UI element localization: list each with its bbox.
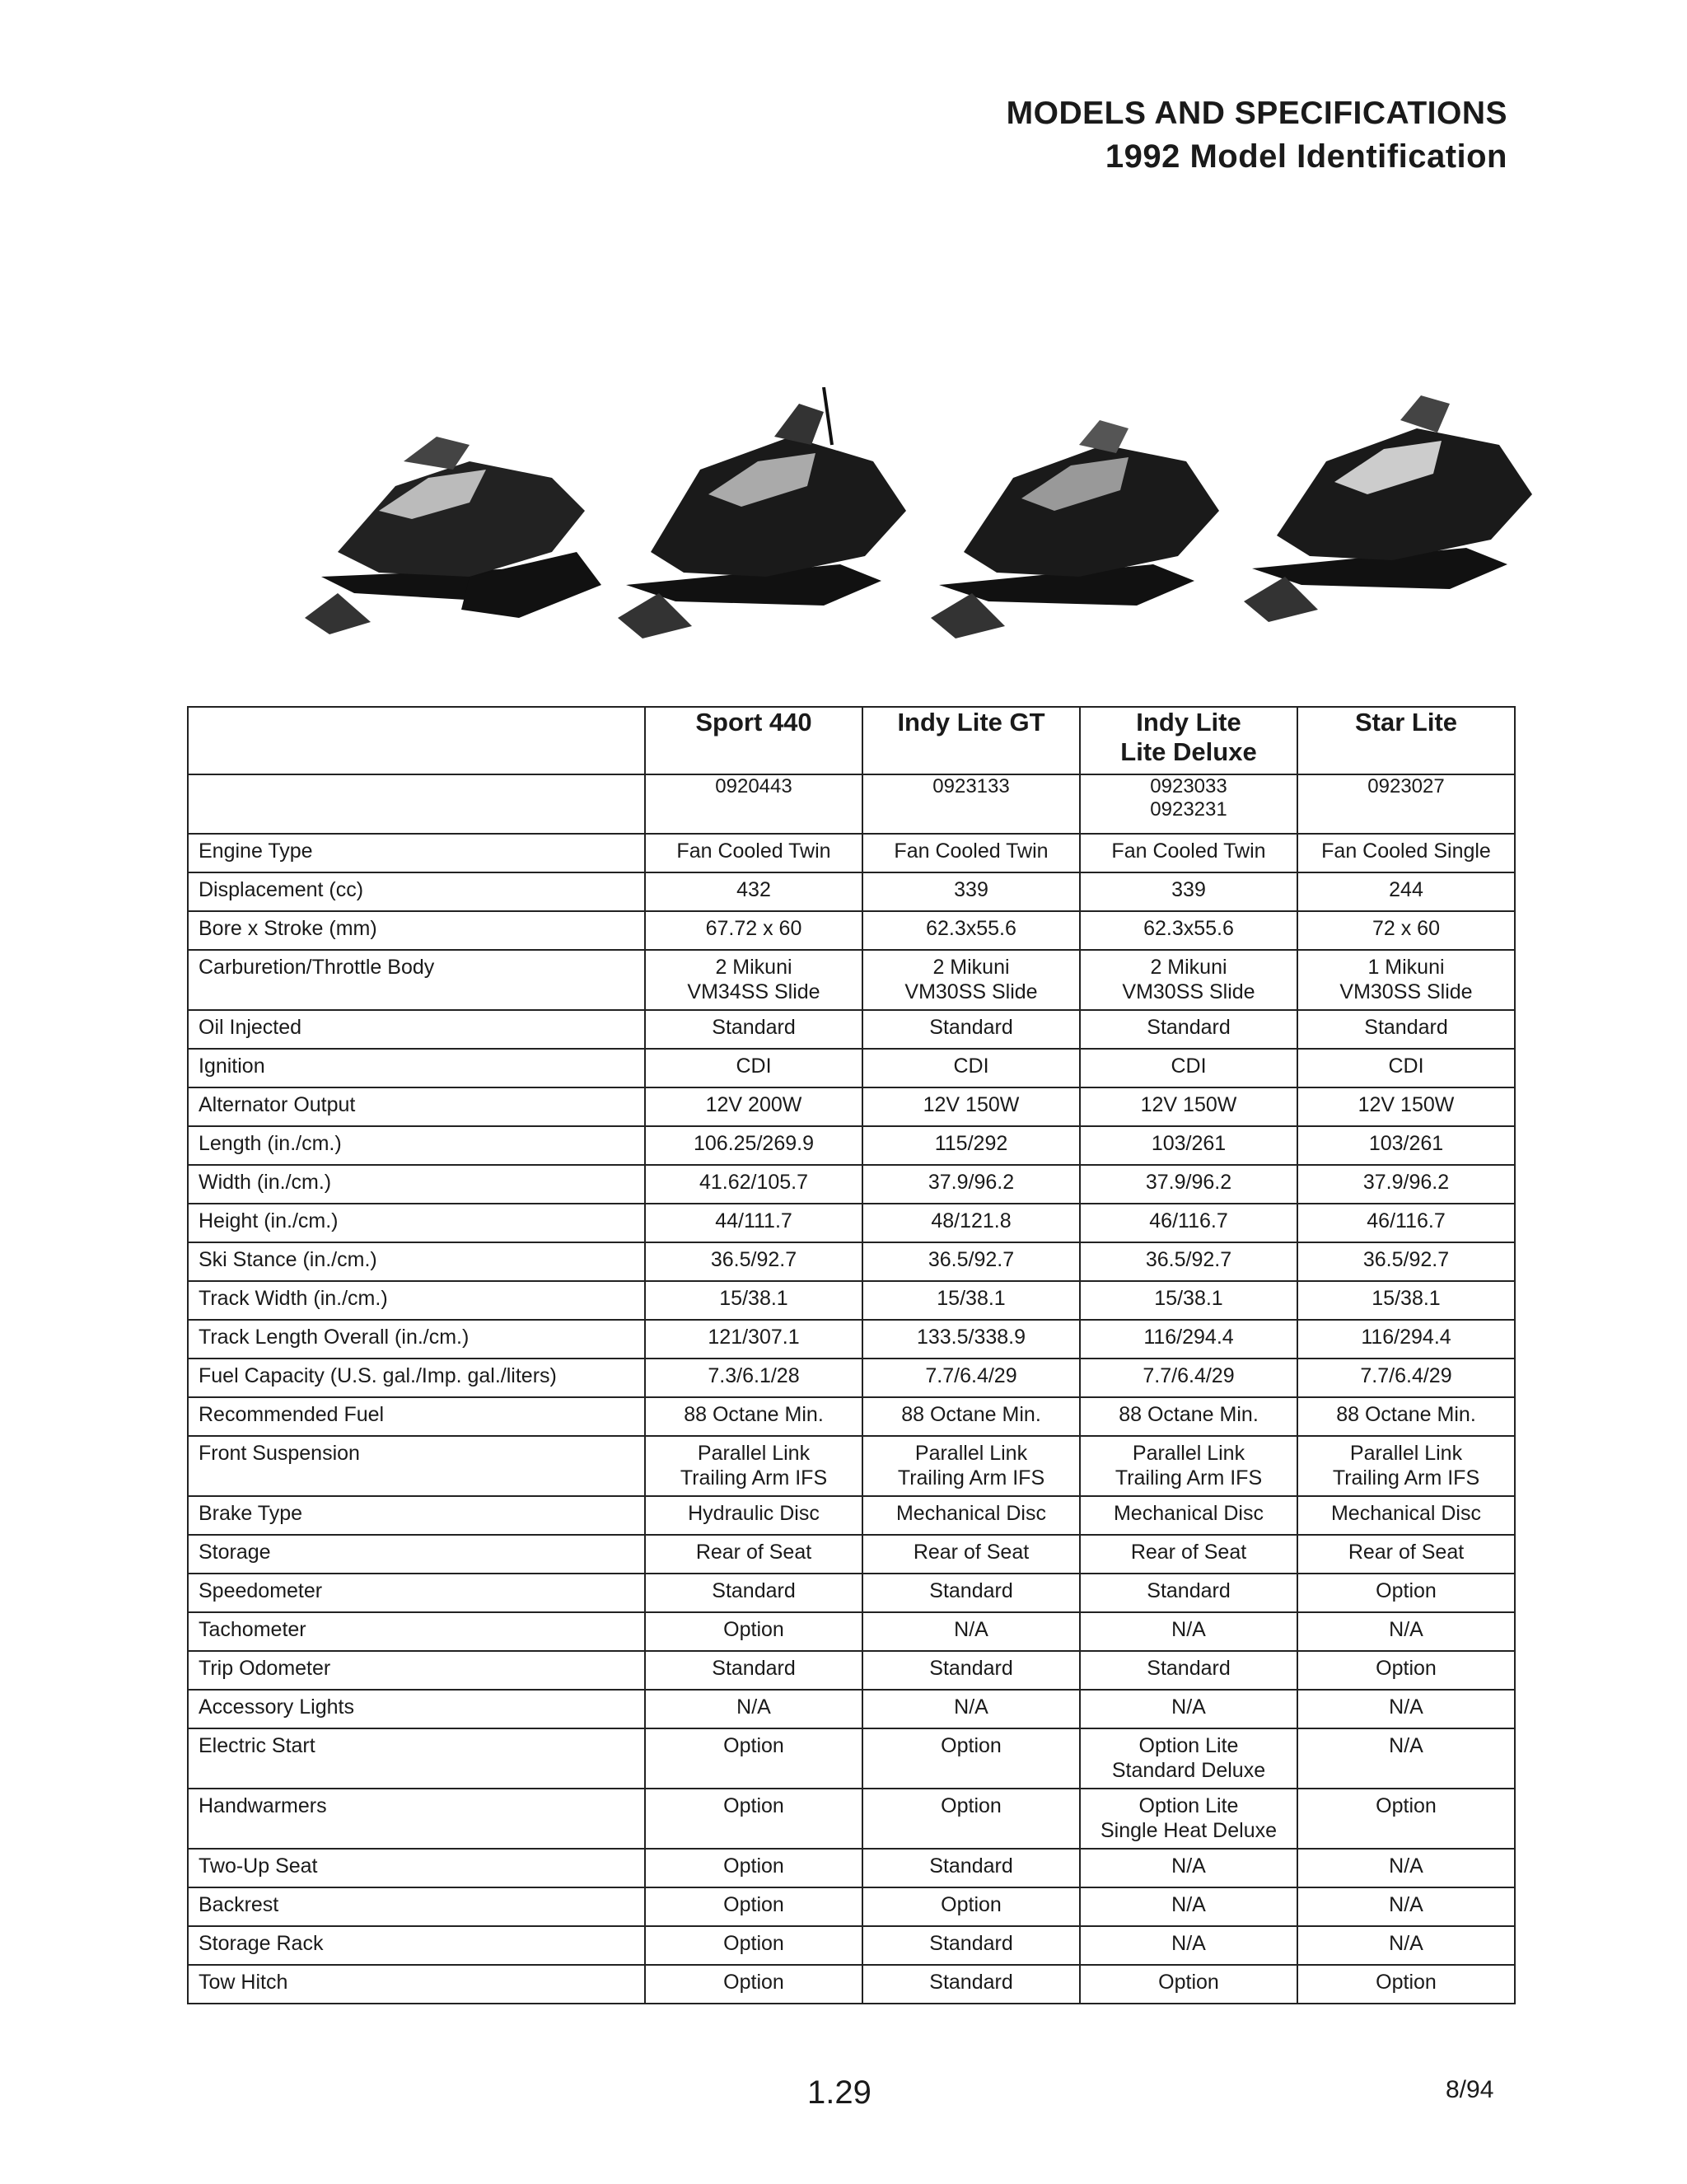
spec-value: Option xyxy=(862,1789,1080,1849)
empty-corner-cell xyxy=(188,774,645,834)
spec-value: 116/294.4 xyxy=(1080,1320,1297,1359)
spec-row xyxy=(188,834,1515,872)
spec-row xyxy=(188,1849,1515,1887)
spec-value: 36.5/92.7 xyxy=(862,1242,1080,1281)
spec-value: 88 Octane Min. xyxy=(862,1397,1080,1436)
spec-value: Standard xyxy=(862,1574,1080,1612)
spec-value: 62.3x55.6 xyxy=(862,911,1080,950)
spec-value: N/A xyxy=(1297,1612,1515,1651)
spec-label: Track Length Overall (in./cm.) xyxy=(188,1320,645,1359)
spec-value: 46/116.7 xyxy=(1080,1204,1297,1242)
spec-value: 2 Mikuni VM30SS Slide xyxy=(1080,950,1297,1010)
spec-row xyxy=(188,1612,1515,1651)
spec-value: 12V 150W xyxy=(1297,1087,1515,1126)
spec-row xyxy=(188,1535,1515,1574)
spec-value: Option xyxy=(862,1728,1080,1789)
spec-row xyxy=(188,1281,1515,1320)
spec-row xyxy=(188,1574,1515,1612)
model-name-sport-440: Sport 440 xyxy=(645,707,862,774)
spec-value: N/A xyxy=(1080,1926,1297,1965)
part-number: 0920443 xyxy=(645,774,862,834)
spec-value: 12V 200W xyxy=(645,1087,862,1126)
spec-value: 339 xyxy=(862,872,1080,911)
spec-row xyxy=(188,1320,1515,1359)
spec-value: N/A xyxy=(1297,1926,1515,1965)
spec-value: Option xyxy=(1297,1965,1515,2004)
spec-value: Option xyxy=(1080,1965,1297,2004)
spec-label: Ignition xyxy=(188,1049,645,1087)
spec-label: Height (in./cm.) xyxy=(188,1204,645,1242)
spec-row xyxy=(188,1496,1515,1535)
page-number: 1.29 xyxy=(807,2074,872,2111)
spec-value: 15/38.1 xyxy=(1297,1281,1515,1320)
spec-value: Parallel Link Trailing Arm IFS xyxy=(862,1436,1080,1496)
spec-value: 62.3x55.6 xyxy=(1080,911,1297,950)
spec-value: N/A xyxy=(862,1612,1080,1651)
spec-value: 88 Octane Min. xyxy=(645,1397,862,1436)
spec-value: N/A xyxy=(1080,1612,1297,1651)
spec-value: Hydraulic Disc xyxy=(645,1496,862,1535)
spec-value: 121/307.1 xyxy=(645,1320,862,1359)
spec-value: Fan Cooled Single xyxy=(1297,834,1515,872)
spec-value: Fan Cooled Twin xyxy=(1080,834,1297,872)
spec-value: 432 xyxy=(645,872,862,911)
spec-value: N/A xyxy=(645,1690,862,1728)
spec-label: Speedometer xyxy=(188,1574,645,1612)
part-number-row xyxy=(188,774,1515,834)
spec-value: Mechanical Disc xyxy=(1080,1496,1297,1535)
spec-value: 7.7/6.4/29 xyxy=(1297,1359,1515,1397)
spec-value: 244 xyxy=(1297,872,1515,911)
spec-row xyxy=(188,1204,1515,1242)
spec-value: 339 xyxy=(1080,872,1297,911)
spec-value: 36.5/92.7 xyxy=(1297,1242,1515,1281)
spec-row xyxy=(188,1690,1515,1728)
spec-value: Standard xyxy=(645,1574,862,1612)
spec-row xyxy=(188,872,1515,911)
spec-label: Engine Type xyxy=(188,834,645,872)
spec-value: CDI xyxy=(1297,1049,1515,1087)
spec-row xyxy=(188,1436,1515,1496)
revision-date: 8/94 xyxy=(1446,2076,1494,2103)
spec-label: Track Width (in./cm.) xyxy=(188,1281,645,1320)
spec-row xyxy=(188,1651,1515,1690)
spec-value: 103/261 xyxy=(1080,1126,1297,1165)
spec-value: 2 Mikuni VM30SS Slide xyxy=(862,950,1080,1010)
spec-value: Rear of Seat xyxy=(862,1535,1080,1574)
spec-value: Option xyxy=(645,1926,862,1965)
spec-value: Standard xyxy=(862,1651,1080,1690)
spec-value: N/A xyxy=(1297,1849,1515,1887)
spec-row xyxy=(188,1242,1515,1281)
spec-row xyxy=(188,1359,1515,1397)
spec-value: Option xyxy=(645,1728,862,1789)
spec-label: Bore x Stroke (mm) xyxy=(188,911,645,950)
page-title: MODELS AND SPECIFICATIONS xyxy=(1006,96,1507,131)
spec-value: 37.9/96.2 xyxy=(1297,1165,1515,1204)
specifications-table xyxy=(187,706,1516,2004)
model-name-indy-lite-gt: Indy Lite GT xyxy=(862,707,1080,774)
spec-label: Two-Up Seat xyxy=(188,1849,645,1887)
spec-label: Fuel Capacity (U.S. gal./Imp. gal./liters) xyxy=(188,1359,645,1397)
spec-label: Backrest xyxy=(188,1887,645,1926)
spec-value: Rear of Seat xyxy=(1297,1535,1515,1574)
spec-value: N/A xyxy=(1080,1849,1297,1887)
spec-value: Rear of Seat xyxy=(645,1535,862,1574)
spec-value: Mechanical Disc xyxy=(1297,1496,1515,1535)
spec-value: N/A xyxy=(1080,1690,1297,1728)
spec-value: 48/121.8 xyxy=(862,1204,1080,1242)
spec-value: 41.62/105.7 xyxy=(645,1165,862,1204)
spec-value: 88 Octane Min. xyxy=(1080,1397,1297,1436)
page-header xyxy=(1007,92,1507,178)
empty-corner-cell xyxy=(188,707,645,774)
spec-value: Standard xyxy=(645,1651,862,1690)
spec-value: 115/292 xyxy=(862,1126,1080,1165)
spec-value: 36.5/92.7 xyxy=(645,1242,862,1281)
spec-label: Displacement (cc) xyxy=(188,872,645,911)
spec-value: 2 Mikuni VM34SS Slide xyxy=(645,950,862,1010)
spec-label: Recommended Fuel xyxy=(188,1397,645,1436)
spec-value: Option xyxy=(645,1612,862,1651)
spec-value: 12V 150W xyxy=(1080,1087,1297,1126)
spec-value: Fan Cooled Twin xyxy=(862,834,1080,872)
spec-value: Rear of Seat xyxy=(1080,1535,1297,1574)
spec-value: Standard xyxy=(862,1010,1080,1049)
spec-value: Option xyxy=(645,1965,862,2004)
snowmobile-1-image xyxy=(305,437,601,634)
spec-row xyxy=(188,911,1515,950)
spec-label: Tow Hitch xyxy=(188,1965,645,2004)
spec-label: Trip Odometer xyxy=(188,1651,645,1690)
spec-row xyxy=(188,1087,1515,1126)
spec-value: 37.9/96.2 xyxy=(862,1165,1080,1204)
spec-value: Option xyxy=(645,1789,862,1849)
spec-row xyxy=(188,1926,1515,1965)
spec-value: Option xyxy=(1297,1574,1515,1612)
spec-label: Front Suspension xyxy=(188,1436,645,1496)
spec-row xyxy=(188,1789,1515,1849)
spec-label: Handwarmers xyxy=(188,1789,645,1849)
spec-label: Carburetion/Throttle Body xyxy=(188,950,645,1010)
spec-label: Oil Injected xyxy=(188,1010,645,1049)
spec-value: 15/38.1 xyxy=(645,1281,862,1320)
snowmobile-3-image xyxy=(931,420,1219,638)
spec-rows xyxy=(188,834,1515,2004)
spec-value: 1 Mikuni VM30SS Slide xyxy=(1297,950,1515,1010)
spec-value: Standard xyxy=(645,1010,862,1049)
spec-value: 67.72 x 60 xyxy=(645,911,862,950)
model-name-row xyxy=(188,707,1515,774)
spec-value: 7.7/6.4/29 xyxy=(1080,1359,1297,1397)
spec-row xyxy=(188,1887,1515,1926)
spec-row xyxy=(188,1010,1515,1049)
spec-value: Option xyxy=(645,1849,862,1887)
spec-value: Option xyxy=(645,1887,862,1926)
part-number: 0923133 xyxy=(862,774,1080,834)
spec-value: CDI xyxy=(645,1049,862,1087)
snowmobile-2-image xyxy=(618,387,906,638)
spec-value: Standard xyxy=(1297,1010,1515,1049)
model-name-indy-lite-deluxe: Indy Lite Lite Deluxe xyxy=(1080,707,1297,774)
spec-value: Parallel Link Trailing Arm IFS xyxy=(1297,1436,1515,1496)
spec-row xyxy=(188,1965,1515,2004)
spec-value: Standard xyxy=(862,1849,1080,1887)
spec-value: 46/116.7 xyxy=(1297,1204,1515,1242)
spec-value: N/A xyxy=(1297,1887,1515,1926)
spec-value: Mechanical Disc xyxy=(862,1496,1080,1535)
spec-label: Alternator Output xyxy=(188,1087,645,1126)
spec-value: Standard xyxy=(1080,1010,1297,1049)
spec-value: CDI xyxy=(1080,1049,1297,1087)
spec-value: N/A xyxy=(862,1690,1080,1728)
part-number: 0923033 0923231 xyxy=(1080,774,1297,834)
spec-value: Parallel Link Trailing Arm IFS xyxy=(1080,1436,1297,1496)
spec-value: Parallel Link Trailing Arm IFS xyxy=(645,1436,862,1496)
spec-value: Option xyxy=(1297,1789,1515,1849)
spec-row xyxy=(188,1728,1515,1789)
spec-value: 116/294.4 xyxy=(1297,1320,1515,1359)
spec-value: 37.9/96.2 xyxy=(1080,1165,1297,1204)
spec-label: Electric Start xyxy=(188,1728,645,1789)
spec-label: Width (in./cm.) xyxy=(188,1165,645,1204)
spec-label: Brake Type xyxy=(188,1496,645,1535)
spec-label: Tachometer xyxy=(188,1612,645,1651)
snowmobile-4-image xyxy=(1244,395,1532,622)
spec-value: 133.5/338.9 xyxy=(862,1320,1080,1359)
spec-row xyxy=(188,1397,1515,1436)
spec-value: CDI xyxy=(862,1049,1080,1087)
spec-row xyxy=(188,1126,1515,1165)
spec-row xyxy=(188,1049,1515,1087)
part-number: 0923027 xyxy=(1297,774,1515,834)
spec-value: Standard xyxy=(1080,1574,1297,1612)
spec-value: 44/111.7 xyxy=(645,1204,862,1242)
spec-label: Accessory Lights xyxy=(188,1690,645,1728)
spec-label: Length (in./cm.) xyxy=(188,1126,645,1165)
spec-value: Standard xyxy=(862,1926,1080,1965)
spec-value: 88 Octane Min. xyxy=(1297,1397,1515,1436)
spec-value: 15/38.1 xyxy=(862,1281,1080,1320)
spec-label: Ski Stance (in./cm.) xyxy=(188,1242,645,1281)
spec-value: 103/261 xyxy=(1297,1126,1515,1165)
spec-value: 72 x 60 xyxy=(1297,911,1515,950)
page-subtitle: 1992 Model Identification xyxy=(1105,138,1507,175)
spec-value: N/A xyxy=(1297,1728,1515,1789)
spec-label: Storage xyxy=(188,1535,645,1574)
spec-row xyxy=(188,1165,1515,1204)
spec-value: 12V 150W xyxy=(862,1087,1080,1126)
spec-label: Storage Rack xyxy=(188,1926,645,1965)
spec-value: Standard xyxy=(862,1965,1080,2004)
spec-value: Option xyxy=(1297,1651,1515,1690)
spec-row xyxy=(188,950,1515,1010)
spec-value: N/A xyxy=(1297,1690,1515,1728)
spec-value: Fan Cooled Twin xyxy=(645,834,862,872)
spec-value: 15/38.1 xyxy=(1080,1281,1297,1320)
spec-value: N/A xyxy=(1080,1887,1297,1926)
spec-value: Option xyxy=(862,1887,1080,1926)
spec-value: Option Lite Standard Deluxe xyxy=(1080,1728,1297,1789)
spec-value: 7.7/6.4/29 xyxy=(862,1359,1080,1397)
spec-value: Standard xyxy=(1080,1651,1297,1690)
spec-value: Option Lite Single Heat Deluxe xyxy=(1080,1789,1297,1849)
spec-value: 36.5/92.7 xyxy=(1080,1242,1297,1281)
model-name-star-lite: Star Lite xyxy=(1297,707,1515,774)
spec-value: 7.3/6.1/28 xyxy=(645,1359,862,1397)
spec-value: 106.25/269.9 xyxy=(645,1126,862,1165)
snowmobile-illustration xyxy=(305,387,1565,676)
